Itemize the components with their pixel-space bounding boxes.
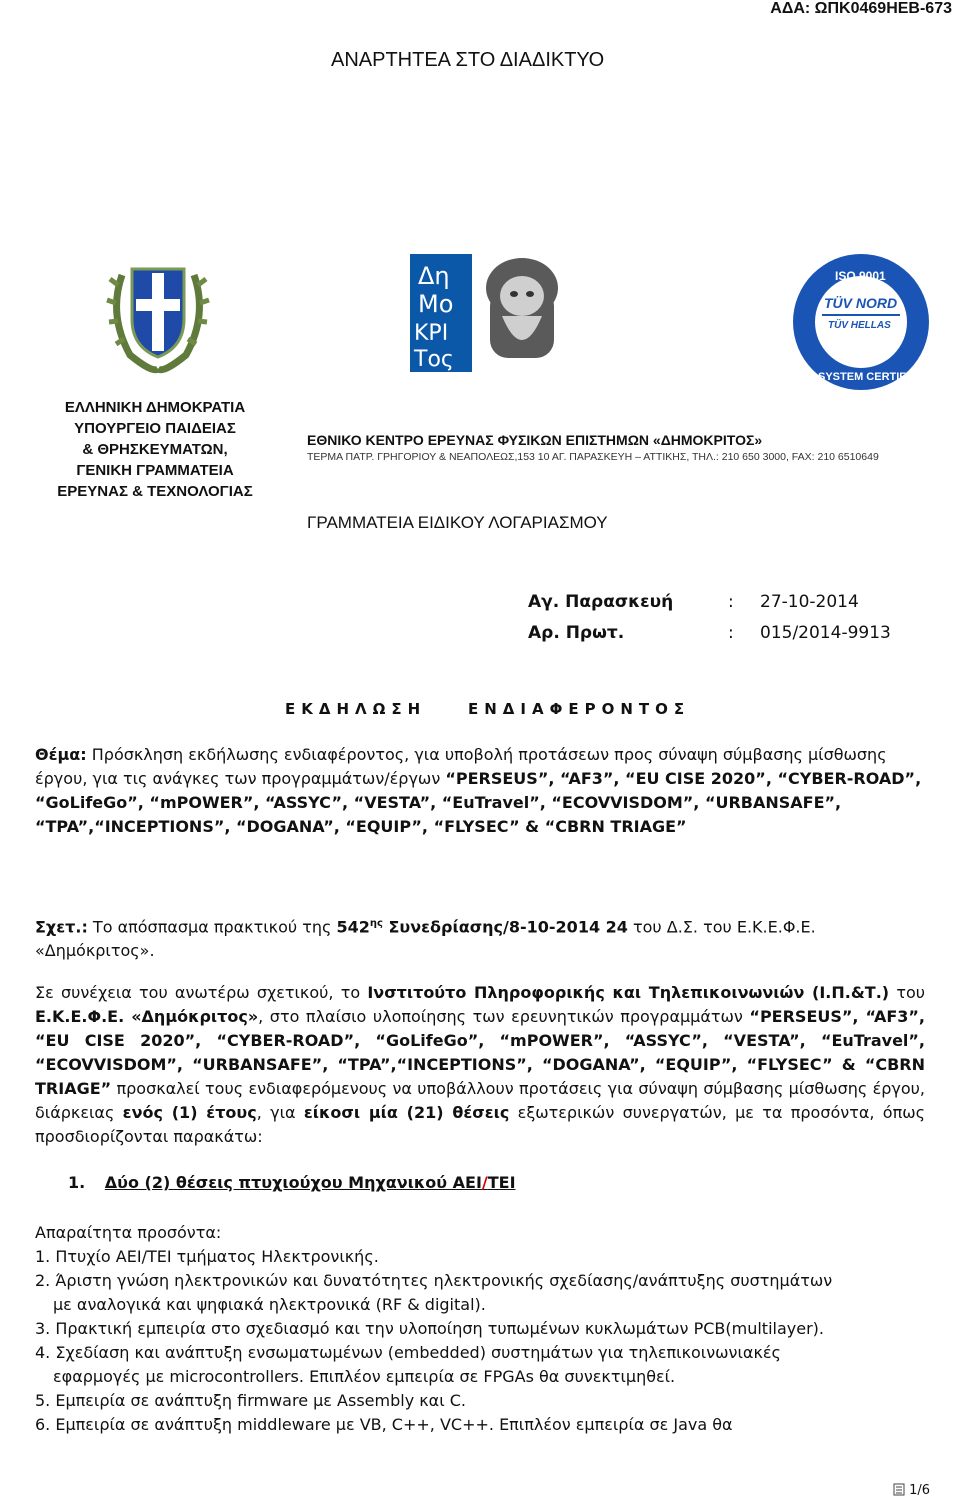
requirement-item: 4. Σχεδίαση και ανάπτυξη ενσωματωμένων (embedded) συστημάτων για τηλεπικοινωνιακές <box>35 1343 781 1362</box>
section-1-title-b: ΤΕΙ <box>487 1173 516 1192</box>
page-number <box>893 1483 930 1498</box>
ministry-line: & ΘΡΗΣΚΕΥΜΑΤΩΝ, <box>82 441 228 458</box>
declaration-word-1: ΕΚΔΗΛΩΣΗ <box>285 700 427 718</box>
institute-address: ΤΕΡΜΑ ΠΑΤΡ. ΓΡΗΓΟΡΙΟΥ & ΝΕΑΠΟΛΕΩΣ,153 10 ΑΓ. ΠΑΡΑΣΚΕΥΗ – ΑΤΤΙΚΗΣ, ΤΗΛ.: 210 650 3000, FAX: 210 6510649 <box>307 451 879 463</box>
requirement-item-continued: εφαρμογές με microcontrollers. Επιπλέον εμπειρία σε FPGAs θα συνεκτιμηθεί. <box>53 1367 676 1386</box>
greek-emblem-icon <box>102 255 214 375</box>
tuv-nord-text: TÜV NORD <box>824 295 898 311</box>
section-1-number: 1. <box>68 1173 86 1192</box>
date-value: 27-10-2014 <box>760 592 859 612</box>
requirement-item: 2. Άριστη γνώση ηλεκτρονικών και δυνατότητες ηλεκτρονικής σχεδίασης/ανάπτυξης συστημάτων <box>35 1271 833 1290</box>
requirement-item: 1. Πτυχίο ΑΕΙ/ΤΕΙ τμήματος Ηλεκτρονικής. <box>35 1247 379 1266</box>
logo-line-2: Μο <box>418 290 454 318</box>
ministry-line: ΕΛΛΗΝΙΚΗ ΔΗΜΟΚΡΑΤΙΑ <box>64 399 246 416</box>
body-projects: “PERSEUS”, “AF3”, “EU CISE 2020”, “CYBER-ROAD”, “GoLifeGo”, “mPOWER”, “ASSYC”, “VESTA”, “EuTravel”, “ECOVVISDOM”, “URBANSAFE”, “TPA”,“INCEPTIONS”, “DOGANA”, “EQUIP”, “FLYSEC” & “CBRN TRIAGE” <box>35 1007 926 1098</box>
subject-label: Θέμα: <box>35 745 87 764</box>
section-1-heading <box>68 1173 516 1192</box>
reference-paragraph <box>35 912 925 963</box>
place-label: Αγ. Παρασκευή <box>528 592 674 612</box>
reference-text-1: Το απόσπασμα πρακτικού της <box>87 917 337 937</box>
protocol-label: Αρ. Πρωτ. <box>528 623 625 643</box>
body-text-1: Σε συνέχεια του ανωτέρω σχετικού, το <box>35 983 368 1002</box>
place-colon: : <box>728 592 734 612</box>
reference-superscript: ης <box>369 918 383 929</box>
ministry-block <box>20 397 290 502</box>
protocol-value: 015/2014-9913 <box>760 623 891 643</box>
body-paragraph <box>35 981 925 1149</box>
body-text-3: , στο πλαίσιο υλοποίησης των ερευνητικών προγραμμάτων <box>258 1007 750 1026</box>
requirement-item: 3. Πρακτική εμπειρία στο σχεδιασμό και την υλοποίηση τυπωμένων κυκλωμάτων PCB(multilayer). <box>35 1319 824 1338</box>
reference-label: Σχετ.: <box>35 917 88 937</box>
body-text-2: του <box>889 983 926 1002</box>
requirement-item: 5. Εμπειρία σε ανάπτυξη firmware με Assembly και C. <box>35 1391 466 1410</box>
section-1-title-a: Δύο (2) θέσεις πτυχιούχου Μηχανικού ΑΕΙ <box>104 1173 482 1192</box>
requirement-item-continued: με αναλογικά και ψηφιακά ηλεκτρονικά (RF & digital). <box>53 1295 486 1314</box>
institute-name: ΕΘΝΙΚΟ ΚΕΝΤΡΟ ΕΡΕΥΝΑΣ ΦΥΣΙΚΩΝ ΕΠΙΣΤΗΜΩΝ «ΔΗΜΟΚΡΙΤΟΣ» <box>307 432 763 448</box>
ministry-line: ΕΡΕΥΝΑΣ & ΤΕΧΝΟΛΟΓΙΑΣ <box>57 483 253 500</box>
body-institute: Ινστιτούτο Πληροφορικής και Τηλεπικοινωνιών (Ι.Π.&Τ.) <box>367 983 890 1002</box>
secretariat-title: ΓΡΑΜΜΑΤΕΙΑ ΕΙΔΙΚΟΥ ΛΟΓΑΡΙΑΣΜΟΥ <box>307 513 608 532</box>
page-number-text: 1/6 <box>909 1483 930 1498</box>
body-text-4: προσκαλεί τους ενδιαφερόμενους να υποβάλλουν προτάσεις για σύναψη σύμβασης μίσθωσης έργου, διάρκειας <box>35 1079 925 1122</box>
subject-text: Πρόσκληση εκδήλωσης ενδιαφέροντος, για υποβολή προτάσεων προς σύναψη σύμβασης μίσθωσης έργου, για τις ανάγκες των προγραμμάτων/έργων <box>35 745 887 788</box>
section-1-slash: / <box>481 1173 488 1192</box>
iso-certification-logo <box>788 252 951 392</box>
body-text-6: εξωτερικών συνεργατών, με τα προσόντα, όπως προσδιορίζονται παρακάτω: <box>35 1103 925 1146</box>
requirement-item: 6. Εμπειρία σε ανάπτυξη middleware με VB, C++, VC++. Επιπλέον εμπειρία σε Java θα <box>35 1415 733 1434</box>
reference-session-number: 542 <box>336 917 370 937</box>
section-1-title <box>105 1173 516 1192</box>
subject-projects: “PERSEUS”, “AF3”, “EU CISE 2020”, “CYBER-ROAD”, “GoLifeGo”, “mPOWER”, “ASSYC”, “VESTA”, “EuTravel”, “ECOVVISDOM”, “URBANSAFE”, “TPA”,“INCEPTIONS”, “DOGANA”, “EQUIP”, “FLYSEC” & “CBRN TRIAGE” <box>35 769 922 836</box>
reference-text-2: του Δ.Σ. του Ε.Κ.Ε.Φ.Ε. «Δημόκριτος». <box>35 917 816 961</box>
logo-line-4: Τος <box>414 347 454 372</box>
system-certification-text: SYSTEM CERTIFICATION <box>818 371 951 383</box>
body-positions: είκοσι μία (21) θέσεις <box>303 1103 510 1122</box>
reference-session: Συνεδρίασης/8-10-2014 24 <box>382 917 628 937</box>
body-duration: ενός (1) έτους <box>122 1103 257 1122</box>
tuv-hellas-text: TÜV HELLAS <box>828 320 891 331</box>
announcement-title: ΑΝΑΡΤΗΤΕΑ ΣΤΟ ΔΙΑΔΙΚΤΥΟ <box>331 49 605 71</box>
logo-line-1: Δη <box>418 262 450 290</box>
ministry-line: ΥΠΟΥΡΓΕΙΟ ΠΑΙΔΕΙΑΣ <box>74 420 236 437</box>
page-icon <box>893 1483 905 1496</box>
logo-line-3: ΚΡΙ <box>414 321 449 346</box>
demokritos-logo <box>410 254 575 372</box>
declaration-word-2: ΕΝΔΙΑΦΕΡΟΝΤΟΣ <box>468 700 691 718</box>
requirements-title: Απαραίτητα προσόντα: <box>35 1223 222 1242</box>
subject-paragraph <box>35 743 925 839</box>
ministry-line: ΓΕΝΙΚΗ ΓΡΑΜΜΑΤΕΙΑ <box>76 462 234 479</box>
body-ekefe: Ε.Κ.Ε.Φ.Ε. «Δημόκριτος» <box>35 1007 259 1026</box>
protocol-colon: : <box>728 623 734 643</box>
ada-code: ΑΔΑ: ΩΠΚ0469ΗΕΒ-673 <box>770 0 952 17</box>
iso-text: ISO 9001 <box>835 269 886 283</box>
body-text-5: , για <box>256 1103 304 1122</box>
